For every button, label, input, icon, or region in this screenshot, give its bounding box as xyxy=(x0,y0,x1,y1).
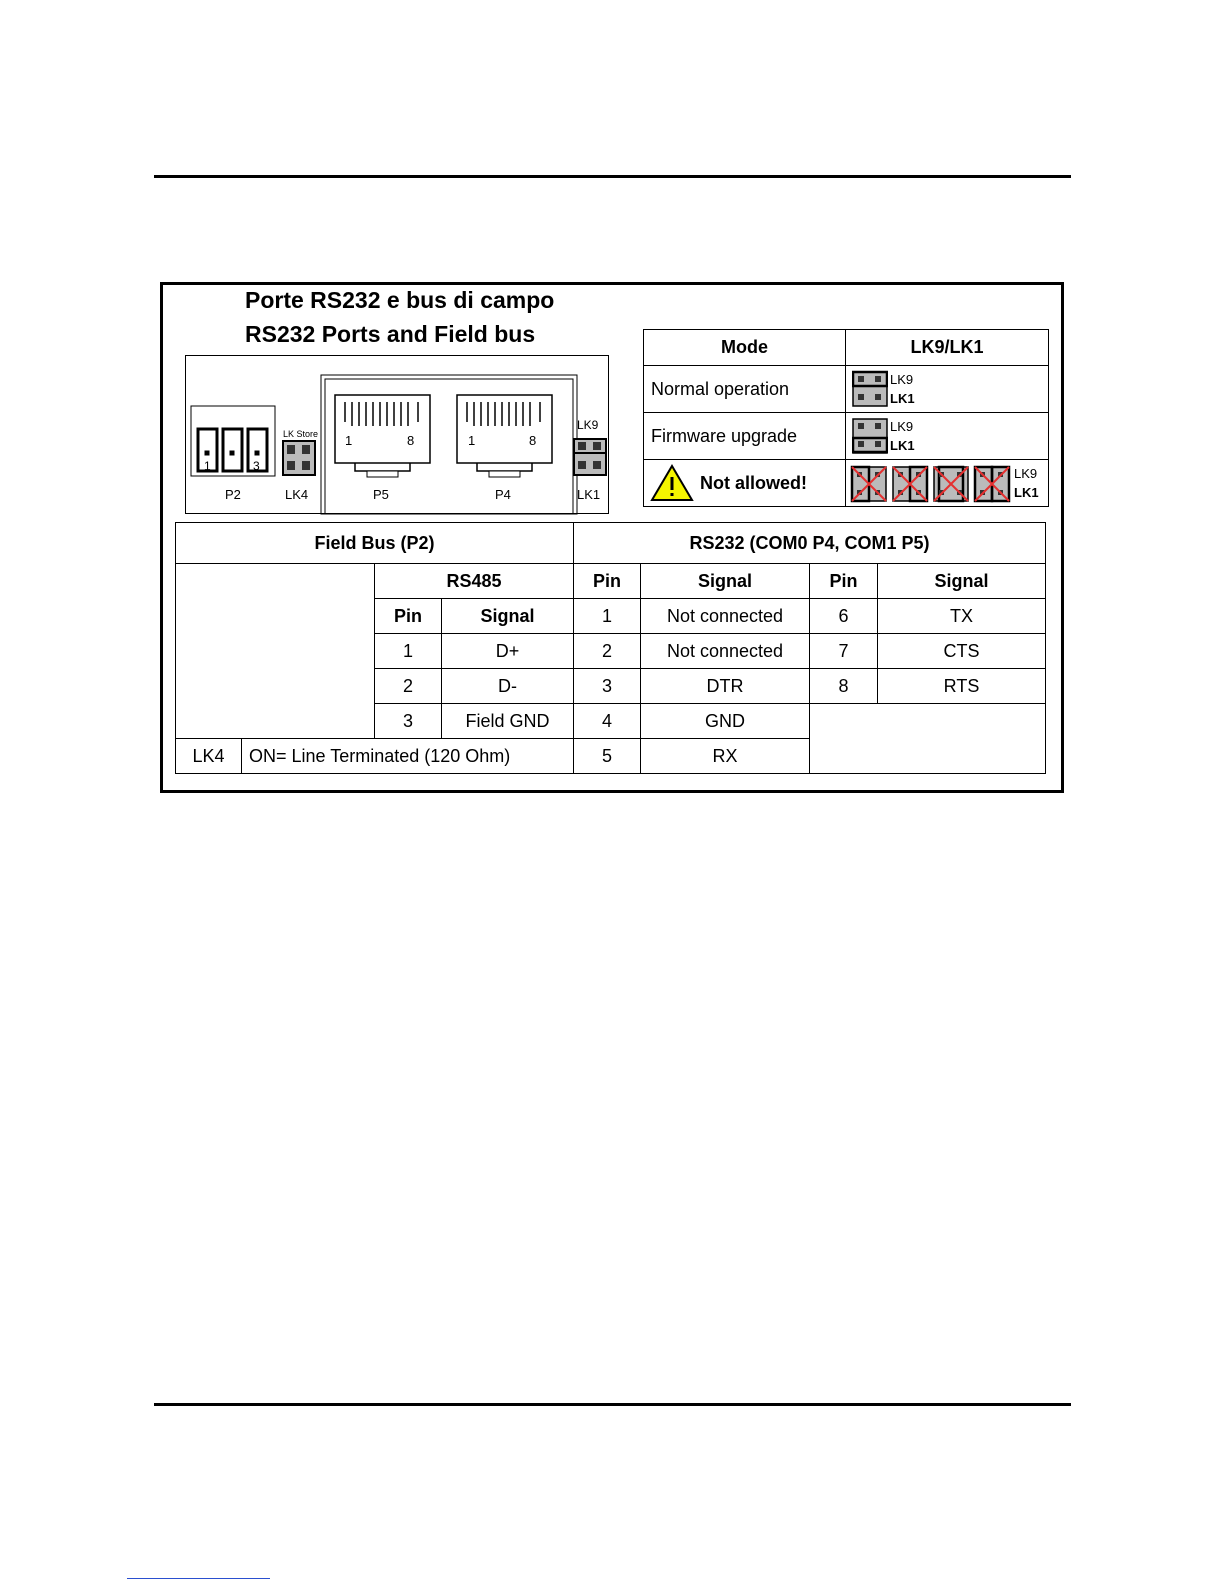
lk4-row-label: LK4 xyxy=(176,739,242,774)
rs485-signal-header: Signal xyxy=(442,599,574,634)
rs232-pin: 5 xyxy=(574,739,641,774)
rs485-signal: D+ xyxy=(442,634,574,669)
rs232-signal: TX xyxy=(878,599,1046,634)
mode-row-not-allowed xyxy=(644,460,1049,507)
forbidden-jumper-3 xyxy=(934,467,968,501)
rs485-header: RS485 xyxy=(375,564,574,599)
jumper-firmware-lk1: LK1 xyxy=(890,438,915,453)
mode-firmware-label: Firmware upgrade xyxy=(644,413,846,460)
jumper-not-allowed-lk1: LK1 xyxy=(1014,485,1039,500)
lk1-label: LK1 xyxy=(577,487,601,502)
rs232-pin: 2 xyxy=(574,634,641,669)
jumper-normal-icon xyxy=(852,370,888,408)
jumper-normal-lk9: LK9 xyxy=(890,372,914,387)
forbidden-jumper-4 xyxy=(975,467,1009,501)
lk-store-label: LK Store xyxy=(283,429,319,439)
jumper-column-header: LK9/LK1 xyxy=(846,330,1049,366)
p5-label: P5 xyxy=(373,487,389,502)
p2-label: P2 xyxy=(225,487,241,502)
not-allowed-label: Not allowed! xyxy=(700,472,807,493)
board-connector-diagram xyxy=(185,355,613,515)
p4-pin-first: 1 xyxy=(468,433,476,448)
rs232-pin: 4 xyxy=(574,704,641,739)
forbidden-jumper-2 xyxy=(893,467,927,501)
footer-link-line xyxy=(127,1578,270,1579)
p2-pin-first: 1 xyxy=(204,459,211,473)
jumper-not-allowed xyxy=(846,460,1049,507)
p5-pin-last: 8 xyxy=(407,433,415,448)
rs232-signal: CTS xyxy=(878,634,1046,669)
panel-title-english: RS232 Ports and Field bus xyxy=(245,321,536,347)
mode-normal-label: Normal operation xyxy=(644,366,846,413)
fieldbus-empty-cell xyxy=(176,564,375,739)
lk9-lk1-jumper xyxy=(574,439,606,475)
forbidden-jumpers-icon xyxy=(850,465,1016,503)
header-rule xyxy=(154,175,1071,178)
rs232-pin: 6 xyxy=(810,599,878,634)
rs232-pin: 3 xyxy=(574,669,641,704)
rs232-signal: Not connected xyxy=(641,599,810,634)
rs232-signal: RX xyxy=(641,739,810,774)
jumper-normal-lk1: LK1 xyxy=(890,391,915,406)
rs485-pin-header: Pin xyxy=(375,599,442,634)
rs232-signal: RTS xyxy=(878,669,1046,704)
p4-label: P4 xyxy=(495,487,511,502)
jumper-not-allowed-lk9: LK9 xyxy=(1014,466,1038,481)
p5-pin-first: 1 xyxy=(345,433,353,448)
not-allowed-cell xyxy=(644,460,846,507)
rs232-pin: 7 xyxy=(810,634,878,669)
rs485-pin: 2 xyxy=(375,669,442,704)
rs485-pin: 3 xyxy=(375,704,442,739)
rs232-signal-header-1: Signal xyxy=(641,564,810,599)
rs232-empty-cell xyxy=(810,704,1046,774)
lk4-description: ON= Line Terminated (120 Ohm) xyxy=(242,739,574,774)
rs485-pin: 1 xyxy=(375,634,442,669)
footer-rule xyxy=(154,1403,1071,1406)
jumper-firmware xyxy=(846,413,1049,460)
rs232-signal: GND xyxy=(641,704,810,739)
lk4-label: LK4 xyxy=(285,487,309,502)
pinout-table xyxy=(175,522,1046,774)
lk9-board-label: LK9 xyxy=(577,418,599,432)
jumper-firmware-icon xyxy=(852,417,888,455)
rs232-pin: 8 xyxy=(810,669,878,704)
jumper-firmware-lk9: LK9 xyxy=(890,419,914,434)
lk4-jumper xyxy=(283,441,315,475)
p4-pin-last: 8 xyxy=(529,433,537,448)
jumper-normal xyxy=(846,366,1049,413)
rs232-pin-header-2: Pin xyxy=(810,564,878,599)
rs232-signal: Not connected xyxy=(641,634,810,669)
rs485-signal: D- xyxy=(442,669,574,704)
ports-panel xyxy=(160,282,1064,793)
rs232-header: RS232 (COM0 P4, COM1 P5) xyxy=(574,523,1046,564)
mode-table xyxy=(643,329,1049,507)
mode-row-firmware xyxy=(644,413,1049,460)
rs232-signal-header-2: Signal xyxy=(878,564,1046,599)
rs232-pin: 1 xyxy=(574,599,641,634)
warning-icon xyxy=(650,464,694,502)
p2-pin-last: 3 xyxy=(253,459,260,473)
mode-row-normal xyxy=(644,366,1049,413)
rs485-signal: Field GND xyxy=(442,704,574,739)
forbidden-jumper-1 xyxy=(852,467,886,501)
rs232-signal: DTR xyxy=(641,669,810,704)
panel-title-italian: Porte RS232 e bus di campo xyxy=(245,287,555,313)
fieldbus-header: Field Bus (P2) xyxy=(176,523,574,564)
rs232-pin-header-1: Pin xyxy=(574,564,641,599)
mode-column-header: Mode xyxy=(644,330,846,366)
